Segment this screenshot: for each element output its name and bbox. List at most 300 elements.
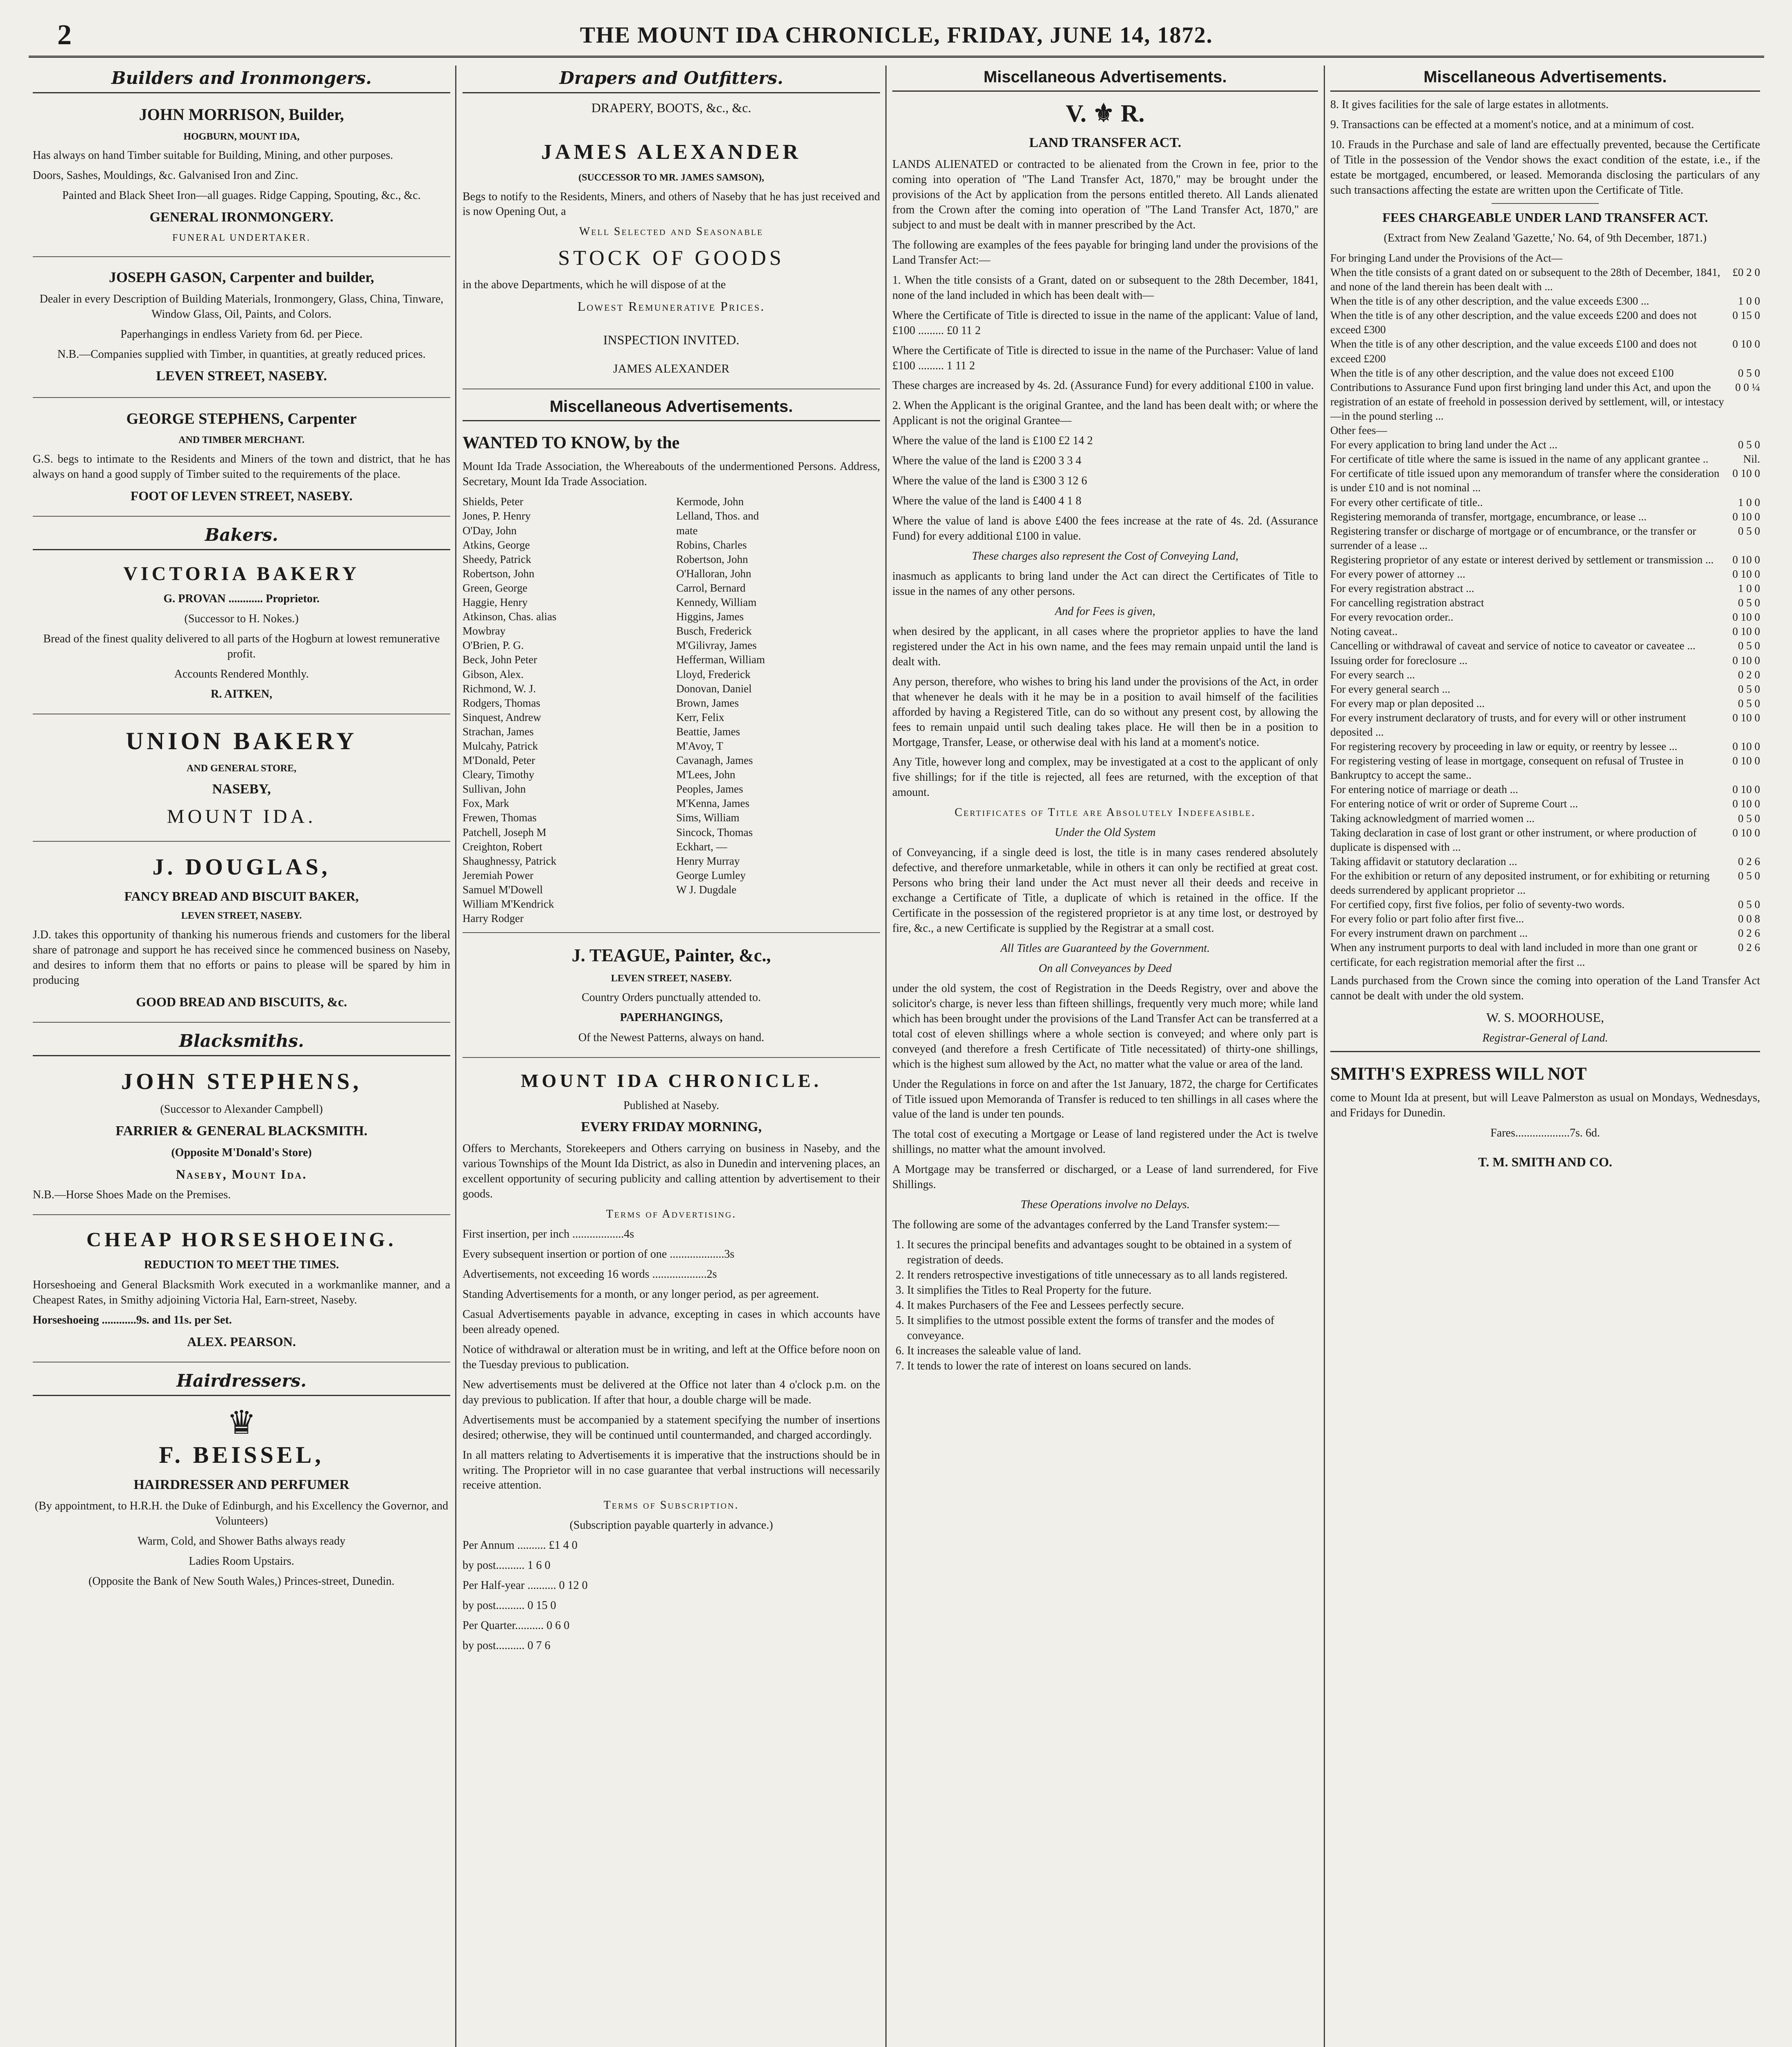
- signature-title: Registrar-General of Land.: [1482, 1031, 1608, 1044]
- notice-para: 1. When the title consists of a Grant, dated on or subsequent to the 28th December, 1841, none of the land included in which has been dealt with—: [892, 273, 1318, 302]
- terms-para: In all matters relating to Advertisements it is imperative that the instructions should be in writing. The Proprietor will in no case guarantee that verbal instructions will necessarily receive attention.: [463, 1448, 880, 1492]
- list-item: W J. Dugdale: [676, 883, 737, 896]
- ad-line: HOGBURN, MOUNT IDA,: [183, 131, 300, 142]
- ad-line: LEVEN STREET, NASEBY.: [611, 973, 732, 984]
- fee-row: [1330, 610, 1760, 624]
- fee-row: [1330, 811, 1760, 826]
- notice-para: when desired by the applicant, in all cases where the proprietor applies to have the land registered under the Act in his own name, and the fees may remain unpaid until the land is dealt with.: [892, 625, 1318, 668]
- list-item: Busch, Frederick: [676, 625, 752, 637]
- terms-para: Notice of withdrawal or alteration must be in writing, and left at the Office before noon on the Tuesday previous to publication.: [463, 1343, 880, 1371]
- fee-item: When the title is of any other description, and the value exceeds £200 and does not exceed £300: [1330, 309, 1697, 336]
- fee-item: For every registration abstract ...: [1330, 582, 1474, 595]
- ad-john-stephens: [33, 1062, 450, 1215]
- fee-amount: 0 2 6: [1738, 927, 1760, 940]
- list-item: Sullivan, John: [463, 783, 526, 795]
- ad-line: FANCY BREAD AND BISCUIT BAKER,: [124, 889, 359, 904]
- subscription-line: (Subscription payable quarterly in advance.): [569, 1519, 773, 1532]
- section-heading: Builders and Ironmongers.: [33, 66, 450, 93]
- ad-chronicle: [463, 1064, 880, 1665]
- ad-line: Paperhangings in endless Variety from 6d. per Piece.: [120, 328, 363, 341]
- ad-line: LEVEN STREET, NASEBY.: [156, 368, 327, 384]
- names-right: [676, 495, 880, 926]
- notice-para: Where the value of the land is £300 3 12 6: [892, 474, 1087, 488]
- list-item: George Lumley: [676, 869, 746, 881]
- ad-victoria-bakery: [33, 556, 450, 714]
- ad-line: EVERY FRIDAY MORNING,: [581, 1119, 762, 1135]
- ad-line: REDUCTION TO MEET THE TIMES.: [144, 1258, 339, 1271]
- fee-item: For every map or plan deposited ...: [1330, 697, 1485, 709]
- fee-item: For the exhibition or return of any deposited instrument, or for exhibiting or returning deeds surrendered by applicant proprietor ...: [1330, 869, 1710, 897]
- ad-line: Accounts Rendered Monthly.: [174, 668, 309, 681]
- ad-line: JAMES ALEXANDER: [613, 362, 730, 376]
- ad-title: VICTORIA BAKERY: [123, 563, 360, 585]
- royal-arms-icon: V. ⚜ R.: [1065, 100, 1145, 127]
- ad-line: STOCK OF GOODS: [558, 246, 785, 270]
- advantages-list: [892, 1238, 1318, 1374]
- fee-amount: 0 10 0: [1732, 798, 1760, 810]
- ad-line: Doors, Sashes, Mouldings, &c. Galvanised Iron and Zinc.: [33, 169, 298, 182]
- ad-title: JOSEPH GASON, Carpenter and builder,: [108, 269, 375, 285]
- fee-item: When the title is of any other description, and the value does not exceed £100: [1330, 366, 1674, 379]
- list-item: Jeremiah Power: [463, 869, 534, 881]
- fee-item: For certificate of title where the same is issued in the name of any applicant grantee ..: [1330, 453, 1708, 465]
- fee-item: For certified copy, first five folios, per folio of seventy-two words.: [1330, 898, 1625, 911]
- ad-title: SMITH'S EXPRESS WILL NOT: [1330, 1063, 1587, 1084]
- section-heading: Bakers.: [33, 522, 450, 550]
- ad-title: JAMES ALEXANDER: [541, 140, 801, 164]
- list-item: Carrol, Bernard: [676, 581, 746, 594]
- list-item: Cavanagh, James: [676, 754, 753, 767]
- fee-row: [1330, 782, 1760, 797]
- terms-heading: Terms of Advertising.: [606, 1208, 737, 1221]
- ad-pearson: [33, 1221, 450, 1362]
- notice-para: Where the value of land is above £400 the fees increase at the rate of 4s. 2d. (Assurance Fund) for every additional £100 in value.: [892, 515, 1318, 543]
- section-heading: Miscellaneous Advertisements.: [463, 395, 880, 421]
- fee-row: [1330, 854, 1760, 869]
- list-item: Eckhart, —: [676, 840, 727, 853]
- fee-amount: 0 10 0: [1732, 467, 1760, 480]
- ad-line: Country Orders punctually attended to.: [582, 991, 761, 1004]
- list-item: O'Brien, P. G.: [463, 639, 524, 652]
- list-item: mate: [676, 524, 698, 537]
- column-2: [463, 66, 880, 2047]
- ad-morrison: [33, 99, 450, 257]
- ad-line: GENERAL IRONMONGERY.: [149, 210, 334, 225]
- notice-para: Any Title, however long and complex, may be investigated at a cost to the applicant of only five shillings; for if the title is rejected, all fees are returned, with the exception of that amount.: [892, 756, 1318, 799]
- fee-item: For every power of attorney ...: [1330, 567, 1465, 580]
- notice-para: Where the value of the land is £200 3 3 4: [892, 454, 1081, 468]
- fee-amount: 0 10 0: [1732, 740, 1760, 753]
- list-item: M'Lees, John: [676, 768, 736, 781]
- fee-item: Cancelling or withdrawal of caveat and service of notice to caveator or caveatee ...: [1330, 639, 1696, 652]
- fee-item: For every instrument declaratory of trusts, and for every will or other instrument deposited ...: [1330, 711, 1686, 738]
- fee-item: Other fees—: [1330, 424, 1387, 437]
- ad-line: NASEBY,: [212, 781, 271, 797]
- list-item: Cleary, Timothy: [463, 768, 535, 781]
- ad-line: GOOD BREAD AND BISCUITS, &c.: [136, 994, 347, 1009]
- notice-para: A Mortgage may be transferred or discharged, or a Lease of land surrendered, for Five Shillings.: [892, 1163, 1318, 1191]
- ad-body: J.D. takes this opportunity of thanking his numerous friends and customers for the liberal share of patronage and support he has received since he commenced business on Naseby, and desires to inform them that no efforts or pains to please will be spared by him in producing: [33, 929, 450, 987]
- ad-line: N.B.—Horse Shoes Made on the Premises.: [33, 1188, 231, 1201]
- fee-item: When any instrument purports to deal with land included in more than one grant or certificate, for each registration memorial after the first ...: [1330, 941, 1697, 968]
- royal-arms-icon: ♛: [227, 1405, 256, 1441]
- ad-line: T. M. SMITH AND CO.: [1478, 1154, 1612, 1169]
- ad-line: Ladies Room Upstairs.: [189, 1555, 294, 1568]
- section-heading: Hairdressers.: [33, 1368, 450, 1396]
- list-item: Donovan, Daniel: [676, 682, 752, 695]
- subscription-line: by post.......... 1 6 0: [463, 1559, 551, 1572]
- list-item: Patchell, Joseph M: [463, 826, 546, 838]
- fee-amount: 0 10 0: [1732, 654, 1760, 667]
- fee-item: For every application to bring land under the Act ...: [1330, 438, 1557, 451]
- ad-line: Published at Naseby.: [623, 1099, 719, 1112]
- list-item: Shields, Peter: [463, 495, 524, 508]
- notice-para: Under the Regulations in force on and after the 1st January, 1872, the charge for Certificates of Title issued upon Memoranda of Transfer is reduced to ten shillings in all cases where the value of the land is under ten pounds.: [892, 1078, 1318, 1121]
- list-item: Beck, John Peter: [463, 653, 537, 666]
- fee-amount: 0 10 0: [1732, 783, 1760, 796]
- fee-item: For registering recovery by proceeding in law or equity, or reentry by lessee ...: [1330, 740, 1677, 753]
- list-item: Sims, William: [676, 811, 740, 824]
- ad-line: N.B.—Companies supplied with Timber, in quantities, at greatly reduced prices.: [57, 348, 426, 361]
- fee-row: [1330, 624, 1760, 639]
- ad-line: Warm, Cold, and Shower Baths always ready: [138, 1535, 345, 1548]
- notice-para: The following are examples of the fees payable for bringing land under the provisions of the Land Transfer Act:—: [892, 238, 1318, 267]
- list-item: Lloyd, Frederick: [676, 668, 751, 680]
- list-item: Kerr, Felix: [676, 711, 724, 723]
- ad-body: Begs to notify to the Residents, Miners, and others of Naseby that he has just received and is now Opening Out, a: [463, 190, 880, 218]
- fee-item: For certificate of title issued upon any memorandum of transfer where the consideration is under £10 and is not nominal ...: [1330, 467, 1720, 494]
- section-subheading: DRAPERY, BOOTS, &c., &c.: [591, 100, 752, 115]
- fee-row: [1330, 711, 1760, 739]
- ad-body: Offers to Merchants, Storekeepers and Others carrying on business in Naseby, and the various Townships of the Mount Ida District, as also in Dunedin and intervening places, an excellent opportunity of securing publicity and calling attention by advertisement to their goods.: [463, 1142, 880, 1201]
- list-item: 8. It gives facilities for the sale of large estates in allotments.: [1330, 98, 1609, 111]
- notice-para: These charges also represent the Cost of Conveying Land,: [972, 550, 1239, 563]
- terms-line: Advertisements, not exceeding 16 words ...................2s: [463, 1268, 717, 1281]
- subscription-line: by post.......... 0 7 6: [463, 1639, 551, 1652]
- notice-para: Where the Certificate of Title is directed to issue in the name of the Purchaser: Value of land £100 ......... 1 11 2: [892, 344, 1318, 372]
- ad-title: WANTED TO KNOW, by the: [463, 434, 680, 453]
- notice-para: under the old system, the cost of Registration in the Deeds Registry, over and above the solicitor's charge, is never less than fifteen shillings, frequently very much more; while land which has been brought under the provisions of the Land Transfer Act can be transferred at a total cost of eleven shillings where a whole section is conveyed; and where only part is conveyed (and therefore a fresh Certificate of Title necessitated) of thirty-one shillings, which is the highest sum allowed by the Act, no matter what the value or area of the land.: [892, 982, 1318, 1071]
- fee-row: [1330, 869, 1760, 897]
- list-item: Harry Rodger: [463, 912, 524, 925]
- list-item: Strachan, James: [463, 725, 534, 738]
- fee-item: Taking declaration in case of lost grant or other instrument, or where production of duplicate is dispensed with ...: [1330, 826, 1697, 853]
- list-item: 2. It renders retrospective investigations of title unnecessary as to all lands registered.: [907, 1268, 1318, 1283]
- ad-line: HAIRDRESSER AND PERFUMER: [133, 1477, 350, 1492]
- ad-line: (Successor to H. Nokes.): [184, 612, 299, 626]
- list-item: Robins, Charles: [676, 538, 747, 551]
- list-item: M'Kenna, James: [676, 797, 749, 810]
- ad-line: (Opposite the Bank of New South Wales,) Princes-street, Dunedin.: [88, 1575, 395, 1588]
- list-item: 10. Frauds in the Purchase and sale of land are effectually prevented, because the Certificate of Title in the possession of the Vendor shows the exact condition of the estate, i.e., if the estate be mortgaged, encumbered, or leased. Memoranda disclosing the particulars of any such transactions affecting the estate are written upon the Certificate of Title.: [1330, 138, 1760, 197]
- ad-smith-express: [1330, 1057, 1760, 1182]
- ad-line: in the above Departments, which he will dispose of at the: [463, 278, 726, 291]
- ad-title: MOUNT IDA CHRONICLE.: [521, 1070, 822, 1091]
- notice-para: Where the value of the land is £400 4 1 8: [892, 495, 1081, 508]
- list-item: Sincock, Thomas: [676, 826, 753, 838]
- fee-row: [1330, 567, 1760, 581]
- fee-amount: 0 10 0: [1732, 338, 1760, 350]
- ad-gason: [33, 263, 450, 398]
- fee-row: [1330, 380, 1760, 423]
- fee-item: Noting caveat..: [1330, 625, 1398, 638]
- names-list: [463, 495, 880, 926]
- section-heading: Miscellaneous Advertisements.: [892, 66, 1318, 92]
- fee-row: [1330, 294, 1760, 308]
- fee-item: Registering transfer or discharge of mortgage or of encumbrance, or the transfer or surrender of a lease ...: [1330, 524, 1696, 551]
- section-heading: Blacksmiths.: [33, 1028, 450, 1056]
- fee-row: [1330, 940, 1760, 969]
- fee-item: For entering notice of writ or order of Supreme Court ...: [1330, 798, 1578, 810]
- fee-amount: 0 5 0: [1738, 898, 1760, 911]
- fee-item: When the title is of any other description, and the value exceeds £100 and does not exceed £200: [1330, 338, 1697, 365]
- ad-wanted-to-know: [463, 427, 880, 933]
- list-item: Lelland, Thos. and: [676, 510, 759, 522]
- fee-row: [1330, 639, 1760, 653]
- notice-para: Any person, therefore, who wishes to bring his land under the provisions of the Act, in order that whenever he deals with it he may be in a position to avail himself of the facilities afforded by having a Registered Title, can do so without any present cost, by allowing the fees to remain unpaid until such dealing takes place. He will then be in a position to Mortgage, Transfer, Lease, or otherwise deal with his land at a moment's notice.: [892, 675, 1318, 749]
- list-item: Atkins, George: [463, 538, 530, 551]
- fee-amount: 0 0 ¼: [1735, 381, 1760, 393]
- list-item: Atkinson, Chas. alias: [463, 610, 557, 623]
- list-item: Haggie, Henry: [463, 596, 528, 609]
- list-item: Creighton, Robert: [463, 840, 542, 853]
- notice-para: LANDS ALIENATED or contracted to be alienated from the Crown in fee, prior to the coming into operation of "The Land Transfer Act, 1870," may be brought under the provisions of the Act by application from the persons entitled thereto. All Lands alienated from the Crown after the coming into operation of "The Land Transfer Act, 1870," are subject to and must be dealt with in manner prescribed by the Act.: [892, 158, 1318, 231]
- fee-row: [1330, 912, 1760, 926]
- ad-body: G.S. begs to intimate to the Residents and Miners of the town and district, that he has always on hand a good supply of Timber suited to the requirements of the place.: [33, 452, 450, 481]
- fee-row: [1330, 754, 1760, 782]
- fee-amount: Nil.: [1743, 453, 1760, 465]
- fee-amount: 0 5 0: [1738, 524, 1760, 537]
- ad-body: come to Mount Ida at present, but will Leave Palmerston as usual on Mondays, Wednesdays, and Fridays for Dunedin.: [1330, 1091, 1760, 1119]
- fee-amount: 0 10 0: [1732, 611, 1760, 624]
- list-item: 1. It secures the principal benefits and advantages sought to be obtained in a system of registration of deeds.: [907, 1238, 1318, 1268]
- list-item: 4. It makes Purchasers of the Fee and Lessees perfectly secure.: [907, 1298, 1318, 1313]
- fee-amount: 0 5 0: [1738, 366, 1760, 379]
- fee-amount: £0 2 0: [1732, 266, 1760, 278]
- list-item: 5. It simplifies to the utmost possible extent the forms of transfer and the modes of conveyance.: [907, 1313, 1318, 1344]
- fee-amount: 0 10 0: [1732, 510, 1760, 523]
- terms-line: Every subsequent insertion or portion of one ...................3s: [463, 1248, 735, 1261]
- fee-row: [1330, 366, 1760, 380]
- notice-para: The following are some of the advantages conferred by the Land Transfer system:—: [892, 1218, 1280, 1231]
- fee-item: For bringing Land under the Provisions of the Act—: [1330, 251, 1562, 264]
- notice-para: of Conveyancing, if a single deed is lost, the title is in many cases rendered absolutely defective, and therefore unmarketable, while in others it can only be rectified at great cost. Persons who bring their land under the Act must never all their deeds and receive in exchange a Certificate of Title, a duplicate of which is retained in the office. If the Certificate in the possession of the registered proprietor is at any time lost, or destroyed by fire, &c., a new Certificate is supplied by the Registrar at a small cost.: [892, 846, 1318, 935]
- fee-row: [1330, 524, 1760, 553]
- fee-row: [1330, 495, 1760, 510]
- list-item: M'Avoy, T: [676, 739, 723, 752]
- fee-row: [1330, 553, 1760, 567]
- ad-line: (By appointment, to H.R.H. the Duke of Edinburgh, and his Excellency the Governor, and Volunteers): [34, 1500, 449, 1528]
- fee-amount: 0 15 0: [1732, 309, 1760, 322]
- list-item: Kennedy, William: [676, 596, 757, 609]
- fee-amount: 1 0 0: [1738, 496, 1760, 508]
- fee-item: When the title consists of a grant dated on or subsequent to the 28th of December, 1841, and none of the land therein has been dealt with ...: [1330, 266, 1720, 293]
- fee-item: For every instrument drawn on parchment ...: [1330, 927, 1528, 940]
- notice-para: These charges are increased by 4s. 2d. (Assurance Fund) for every additional £100 in value.: [892, 379, 1314, 392]
- list-item: Gibson, Alex.: [463, 668, 524, 680]
- list-item: M'Donald, Peter: [463, 754, 535, 767]
- fee-amount: 1 0 0: [1738, 295, 1760, 307]
- terms-para: Advertisements must be accompanied by a statement specifying the number of insertions desired; otherwise, they will be continued until countermanded, and charged accordingly.: [463, 1413, 880, 1441]
- ad-line: Horseshoeing ............9s. and 11s. per Set.: [33, 1313, 232, 1326]
- fee-row: [1330, 797, 1760, 811]
- masthead-title: THE MOUNT IDA CHRONICLE, FRIDAY, JUNE 14, 1872.: [580, 23, 1213, 48]
- fee-amount: 0 10 0: [1732, 567, 1760, 580]
- ad-line: (Opposite M'Donald's Store): [171, 1146, 312, 1159]
- ad-line: FOOT OF LEVEN STREET, NASEBY.: [130, 488, 353, 503]
- column-3: [892, 66, 1318, 2047]
- list-item: Robertson, John: [463, 567, 535, 580]
- list-item: Jones, P. Henry: [463, 510, 531, 522]
- fee-item: When the title is of any other description, and the value exceeds £300 ...: [1330, 295, 1650, 307]
- ad-line: Fares...................7s. 6d.: [1490, 1126, 1600, 1139]
- list-item: 9. Transactions can be effected at a moment's notice, and at a minimum of cost.: [1330, 118, 1694, 131]
- fee-amount: 0 10 0: [1732, 755, 1760, 767]
- list-item: Sheedy, Patrick: [463, 553, 531, 565]
- ad-beissel: [33, 1402, 450, 1601]
- ad-line: (SUCCESSOR TO MR. JAMES SAMSON),: [578, 172, 764, 183]
- fee-row: [1330, 466, 1760, 495]
- fee-row: [1330, 926, 1760, 940]
- ad-line: AND GENERAL STORE,: [186, 763, 297, 774]
- fee-row: [1330, 826, 1760, 854]
- fee-row: [1330, 308, 1760, 337]
- fee-row: [1330, 337, 1760, 366]
- section-heading: Miscellaneous Advertisements.: [1330, 66, 1760, 92]
- list-item: 6. It increases the saleable value of land.: [907, 1344, 1318, 1359]
- terms-para: Casual Advertisements payable in advance, excepting in cases in which accounts have been already opened.: [463, 1308, 880, 1336]
- fee-item: Registering proprietor of any estate or interest derived by settlement or transmission ...: [1330, 553, 1714, 566]
- masthead: [29, 16, 1764, 57]
- ad-line: G. PROVAN ............ Proprietor.: [163, 592, 320, 606]
- notice-para: Where the value of the land is £100 £2 14 2: [892, 434, 1093, 447]
- fee-item: Taking acknowledgment of married women ...: [1330, 812, 1535, 825]
- fee-item: Taking affidavit or statutory declaration ...: [1330, 855, 1517, 868]
- fee-item: For cancelling registration abstract: [1330, 596, 1484, 609]
- notice-para: Where the Certificate of Title is directed to issue in the name of the applicant: Value of land, £100 ......... £0 11 2: [892, 309, 1318, 337]
- ad-title: UNION BAKERY: [126, 728, 357, 755]
- ad-douglas: [33, 847, 450, 1023]
- list-item: Green, George: [463, 581, 528, 594]
- fee-amount: 0 10 0: [1732, 711, 1760, 724]
- masthead-rule: [29, 56, 1764, 58]
- ad-line: R. AITKEN,: [210, 688, 273, 701]
- column-1: [33, 66, 450, 2047]
- list-item: 3. It simplifies the Titles to Real Property for the future.: [907, 1283, 1318, 1298]
- ad-line: Lowest Remunerative Prices.: [577, 298, 765, 314]
- list-item: Henry Murray: [676, 854, 740, 867]
- ad-title: J. TEAGUE, Painter, &c.,: [571, 945, 771, 966]
- notice-para: 2. When the Applicant is the original Grantee, and the land has been dealt with; or where the Applicant is not the original Grantee—: [892, 399, 1318, 427]
- names-left: [463, 495, 666, 926]
- fees-subtitle: (Extract from New Zealand 'Gazette,' No. 64, of 9th December, 1871.): [1383, 231, 1707, 244]
- list-item: Frewen, Thomas: [463, 811, 537, 824]
- list-item: Beattie, James: [676, 725, 740, 738]
- fee-amount: 0 5 0: [1738, 682, 1760, 695]
- ad-line: ALEX. PEARSON.: [187, 1334, 296, 1349]
- list-item: Higgins, James: [676, 610, 744, 623]
- list-item: Richmond, W. J.: [463, 682, 536, 695]
- ad-title: F. BEISSEL,: [159, 1441, 324, 1468]
- fee-amount: 0 2 6: [1738, 941, 1760, 954]
- ad-body: Horseshoeing and General Blacksmith Work executed in a workmanlike manner, and a Cheapest Rates, in Smithy adjoining Victoria Hal, Earn-street, Naseby.: [33, 1278, 450, 1306]
- fee-amount: 1 0 0: [1738, 582, 1760, 595]
- fee-row: [1330, 423, 1760, 438]
- fee-row: [1330, 668, 1760, 682]
- list-item: Kermode, John: [676, 495, 744, 508]
- notice-para: The total cost of executing a Mortgage or Lease of land registered under the Act is twelve shillings, no matter what the amount involved.: [892, 1128, 1318, 1156]
- ad-body: Dealer in every Description of Building Materials, Ironmongery, Glass, China, Tinware, Window Glass, Oil, Paints, and Colors.: [39, 293, 444, 321]
- list-item: Peoples, James: [676, 783, 743, 795]
- ad-line: INSPECTION INVITED.: [603, 332, 740, 348]
- terms-para: Standing Advertisements for a month, or any longer period, as per agreement.: [463, 1288, 819, 1301]
- fee-item: For every folio or part folio after first five...: [1330, 913, 1524, 925]
- column-rule: [455, 66, 456, 2047]
- fee-item: For registering vesting of lease in mortgage, consequent on refusal of Trustee in Bankruptcy to accept the same..: [1330, 755, 1684, 782]
- list-item: Samuel M'Dowell: [463, 883, 543, 896]
- fee-row: [1330, 897, 1760, 912]
- fee-row: [1330, 581, 1760, 596]
- fee-amount: 0 10 0: [1732, 625, 1760, 638]
- ad-line: (Successor to Alexander Campbell): [160, 1103, 323, 1116]
- terms-line: First insertion, per inch ..................4s: [463, 1228, 634, 1241]
- ad-title: GEORGE STEPHENS, Carpenter: [126, 410, 357, 428]
- fee-item: For every other certificate of title..: [1330, 496, 1483, 508]
- ad-title: J. DOUGLAS,: [152, 854, 331, 880]
- list-item: M'Gilivray, James: [676, 639, 757, 652]
- column-rule: [885, 66, 887, 2047]
- notice-para: On all Conveyances by Deed: [1038, 962, 1172, 975]
- list-item: 7. It tends to lower the rate of interest on loans secured on lands.: [907, 1359, 1318, 1374]
- list-item: Brown, James: [676, 696, 739, 709]
- fee-amount: 0 5 0: [1738, 697, 1760, 709]
- ad-line: Of the Newest Patterns, always on hand.: [578, 1031, 765, 1044]
- fee-item: For every search ...: [1330, 668, 1415, 681]
- list-item: Hefferman, William: [676, 653, 765, 666]
- ad-line: Painted and Black Sheet Iron—all guages. Ridge Capping, Spouting, &c., &c.: [62, 189, 421, 202]
- fees-table: [1330, 251, 1760, 969]
- fee-row: [1330, 452, 1760, 466]
- subscription-line: Per Half-year .......... 0 12 0: [463, 1579, 588, 1592]
- list-item: Mowbray: [463, 625, 506, 637]
- subscription-line: Per Quarter.......... 0 6 0: [463, 1619, 570, 1632]
- notice-para: Certificates of Title are Absolutely Indefeasible.: [955, 806, 1256, 819]
- fee-row: [1330, 251, 1760, 265]
- ad-line: Naseby, Mount Ida.: [176, 1166, 307, 1182]
- list-item: Robertson, John: [676, 553, 748, 565]
- fee-item: For entering notice of marriage or death ...: [1330, 783, 1518, 796]
- divider: [1330, 1051, 1760, 1052]
- subscription-line: by post.......... 0 15 0: [463, 1599, 556, 1612]
- ad-title: JOHN STEPHENS,: [121, 1069, 362, 1095]
- ad-body: Mount Ida Trade Association, the Whereabouts of the undermentioned Persons. Address, Secretary, Mount Ida Trade Association.: [463, 460, 880, 488]
- list-item: Shaughnessy, Patrick: [463, 854, 557, 867]
- fee-row: [1330, 438, 1760, 452]
- fee-item: Registering memoranda of transfer, mortgage, encumbrance, or lease ...: [1330, 510, 1647, 523]
- ad-george-stephens: [33, 404, 450, 517]
- notice-para: These Operations involve no Delays.: [1020, 1198, 1190, 1211]
- fee-row: [1330, 696, 1760, 711]
- subscription-line: Per Annum .......... £1 4 0: [463, 1539, 578, 1552]
- column-4: [1330, 66, 1760, 2047]
- list-item: Mulcahy, Patrick: [463, 739, 538, 752]
- ad-body: Has always on hand Timber suitable for Building, Mining, and other purposes.: [33, 149, 393, 162]
- subscription-heading: Terms of Subscription.: [603, 1499, 739, 1512]
- fee-row: [1330, 653, 1760, 668]
- column-rule: [1324, 66, 1325, 2047]
- ad-union-bakery: [33, 720, 450, 842]
- fee-amount: 0 5 0: [1738, 812, 1760, 825]
